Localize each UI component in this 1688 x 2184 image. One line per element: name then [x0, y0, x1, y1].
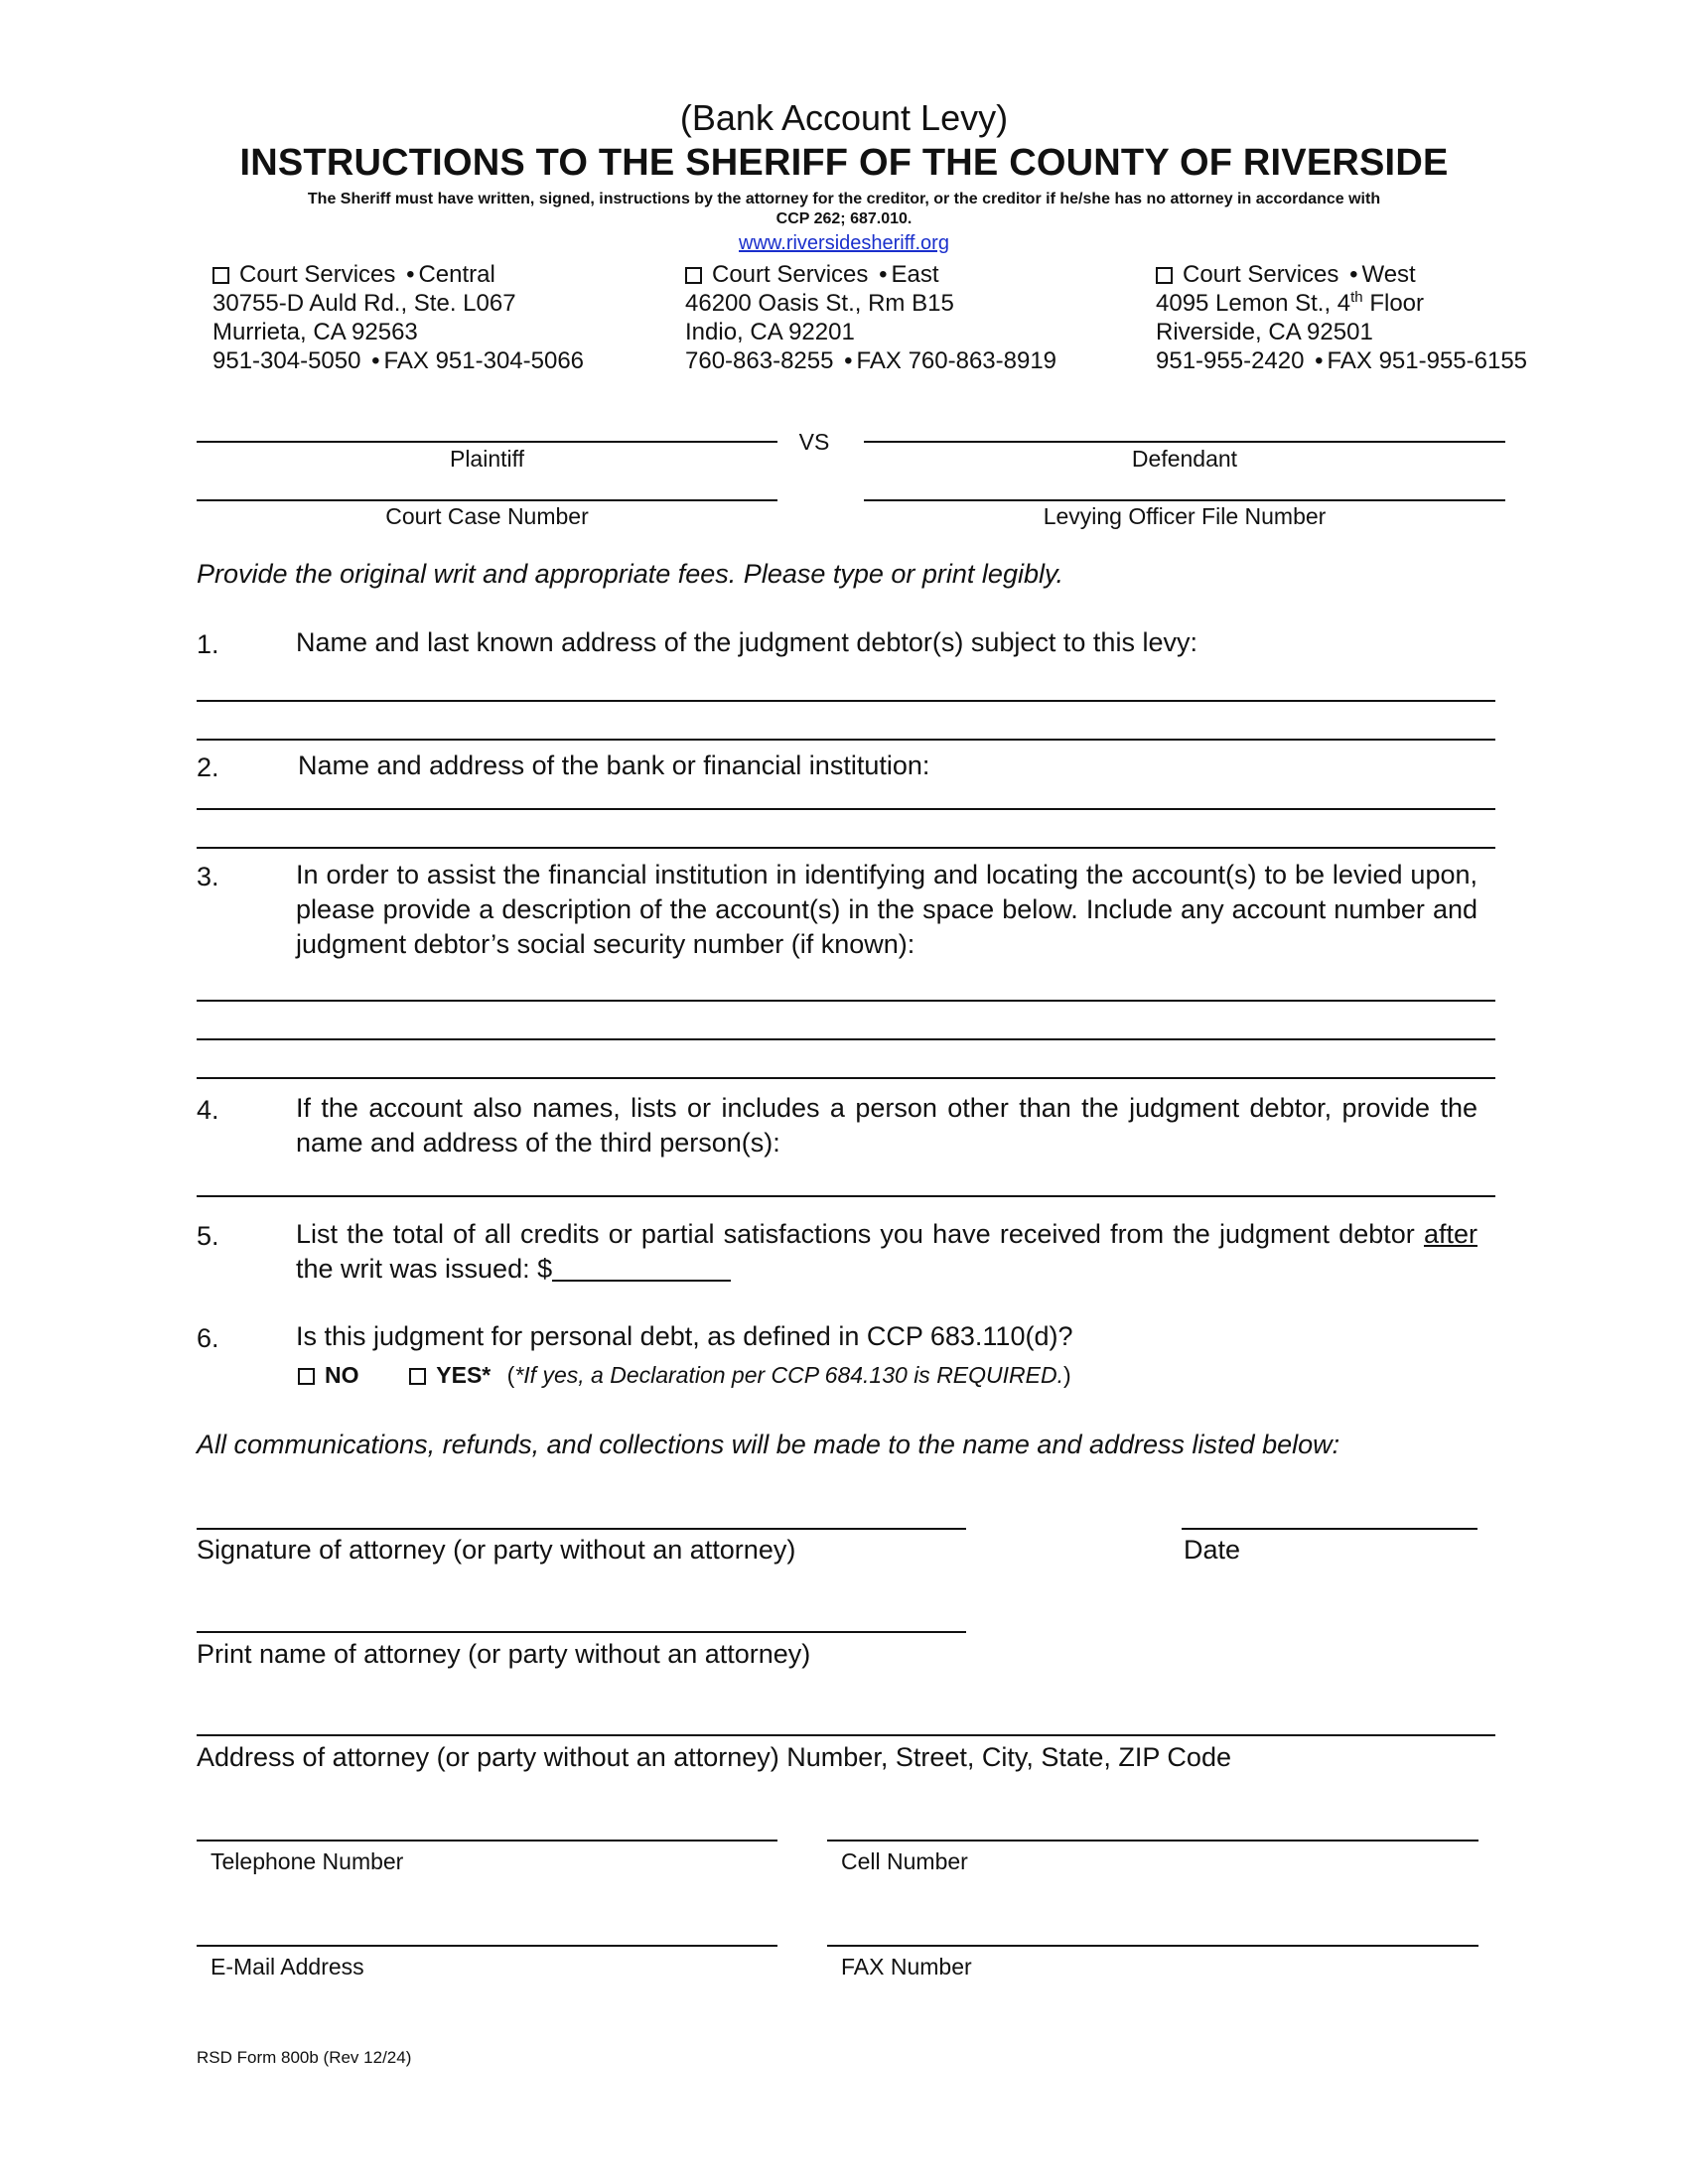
item-2-number: 2.: [197, 752, 219, 782]
address-label: Address of attorney (or party without an attorney) Number, Street, City, State, ZIP Code: [197, 1742, 1231, 1772]
office-central-header: Court Services • Central: [212, 260, 630, 289]
item-3-answer-line-3[interactable]: [197, 1077, 1495, 1079]
date-field[interactable]: [1182, 1528, 1477, 1530]
item-5-after-emphasis: after: [1423, 1219, 1477, 1249]
fax-label: FAX Number: [841, 1954, 972, 1979]
item-6-text: Is this judgment for personal debt, as defined in CCP 683.110(d)?: [296, 1321, 1073, 1351]
cell-field[interactable]: [827, 1840, 1478, 1842]
address-field[interactable]: [197, 1734, 1495, 1736]
file-number-label: Levying Officer File Number: [1043, 503, 1327, 529]
office-west-checkbox[interactable]: [1156, 267, 1173, 284]
item-3-answer-line-2[interactable]: [197, 1038, 1495, 1040]
office-west-header: Court Services • West: [1156, 260, 1573, 289]
office-east-address2: Indio, CA 92201: [685, 319, 855, 345]
office-east: [685, 260, 1102, 375]
form-title: INSTRUCTIONS TO THE SHERIFF OF THE COUNTY OF RIVERSIDE: [239, 142, 1449, 184]
office-central: [212, 260, 630, 375]
cell-label: Cell Number: [841, 1848, 968, 1874]
signature-label: Signature of attorney (or party without an attorney): [197, 1535, 796, 1565]
personal-debt-no-checkbox[interactable]: [298, 1368, 315, 1385]
email-label: E-Mail Address: [211, 1954, 364, 1979]
item-1-answer-line-2[interactable]: [197, 739, 1495, 741]
defendant-field[interactable]: [864, 441, 1505, 443]
item-5-number: 5.: [197, 1221, 219, 1251]
signature-field[interactable]: [197, 1528, 966, 1530]
item-1-number: 1.: [197, 629, 219, 659]
credits-amount-field[interactable]: [552, 1256, 731, 1282]
plaintiff-field[interactable]: [197, 441, 777, 443]
office-central-phone-fax: 951-304-5050 • FAX 951-304-5066: [212, 347, 585, 374]
item-4-text: If the account also names, lists or includes a person other than the judgment debtor, provide the name and address of the third person(s):: [296, 1093, 1477, 1158]
telephone-label: Telephone Number: [211, 1848, 404, 1874]
office-east-address1: 46200 Oasis St., Rm B15: [685, 290, 954, 317]
case-number-label: Court Case Number: [385, 503, 589, 529]
notice-line-1: The Sheriff must have written, signed, instructions by the attorney for the creditor, or the creditor if he/she has no attorney in accordance with: [307, 191, 1381, 207]
item-3-answer-line-1[interactable]: [197, 1000, 1495, 1002]
plaintiff-label: Plaintiff: [449, 446, 524, 472]
yes-label: YES*: [436, 1362, 492, 1388]
no-label: NO: [325, 1362, 359, 1388]
item-1-text: Name and last known address of the judgment debtor(s) subject to this levy:: [296, 627, 1197, 657]
office-central-address2: Murrieta, CA 92563: [212, 319, 418, 345]
form-subtitle: (Bank Account Levy): [679, 97, 1009, 138]
item-5-text: List the total of all credits or partial satisfactions you have received from the judgment debtor after the writ was issued: $: [296, 1219, 1477, 1284]
item-3-number: 3.: [197, 862, 219, 891]
item-3-text: In order to assist the financial institution in identifying and locating the account(s) to be levied upon, please provide a description of the account(s) in the space below. Include any account number and judgment debtor’s social security number (if known):: [296, 860, 1477, 959]
item-4-number: 4.: [197, 1095, 219, 1125]
website-link[interactable]: www.riversidesheriff.org: [739, 232, 949, 254]
fax-field[interactable]: [827, 1945, 1478, 1947]
office-west: [1156, 260, 1573, 375]
office-east-phone-fax: 760-863-8255 • FAX 760-863-8919: [685, 347, 1057, 374]
item-6-number: 6.: [197, 1323, 219, 1353]
notice-line-2: CCP 262; 687.010.: [775, 210, 913, 227]
office-west-address1: 4095 Lemon St., 4th Floor: [1156, 289, 1425, 317]
defendant-label: Defendant: [1131, 446, 1238, 472]
office-east-checkbox[interactable]: [685, 267, 702, 284]
communications-note: All communications, refunds, and collections will be made to the name and address listed below:: [197, 1430, 1340, 1459]
item-2-text: Name and address of the bank or financial institution:: [298, 751, 930, 780]
office-central-checkbox[interactable]: [212, 267, 229, 284]
email-field[interactable]: [197, 1945, 777, 1947]
instructions-text: Provide the original writ and appropriate fees. Please type or print legibly.: [197, 559, 1063, 589]
print-name-field[interactable]: [197, 1631, 966, 1633]
item-2-answer-line-2[interactable]: [197, 847, 1495, 849]
print-name-label: Print name of attorney (or party without an attorney): [197, 1639, 811, 1669]
office-central-address1: 30755-D Auld Rd., Ste. L067: [212, 290, 516, 317]
form-footer: RSD Form 800b (Rev 12/24): [197, 2048, 412, 2067]
personal-debt-yes-checkbox[interactable]: [409, 1368, 426, 1385]
office-east-header: Court Services • East: [685, 260, 1102, 289]
telephone-field[interactable]: [197, 1840, 777, 1842]
case-number-field[interactable]: [197, 499, 777, 501]
personal-debt-options: NO YES* (*If yes, a Declaration per CCP 684.130 is REQUIRED.): [298, 1362, 1071, 1389]
declaration-note: *If yes, a Declaration per CCP 684.130 is REQUIRED.: [514, 1362, 1063, 1388]
item-4-answer-line[interactable]: [197, 1195, 1495, 1197]
vs-label: VS: [798, 429, 830, 455]
file-number-field[interactable]: [864, 499, 1505, 501]
item-1-answer-line-1[interactable]: [197, 700, 1495, 702]
item-2-answer-line-1[interactable]: [197, 808, 1495, 810]
office-west-address2: Riverside, CA 92501: [1156, 319, 1373, 345]
office-west-phone-fax: 951-955-2420 • FAX 951-955-6155: [1156, 347, 1528, 374]
date-label: Date: [1184, 1535, 1241, 1565]
